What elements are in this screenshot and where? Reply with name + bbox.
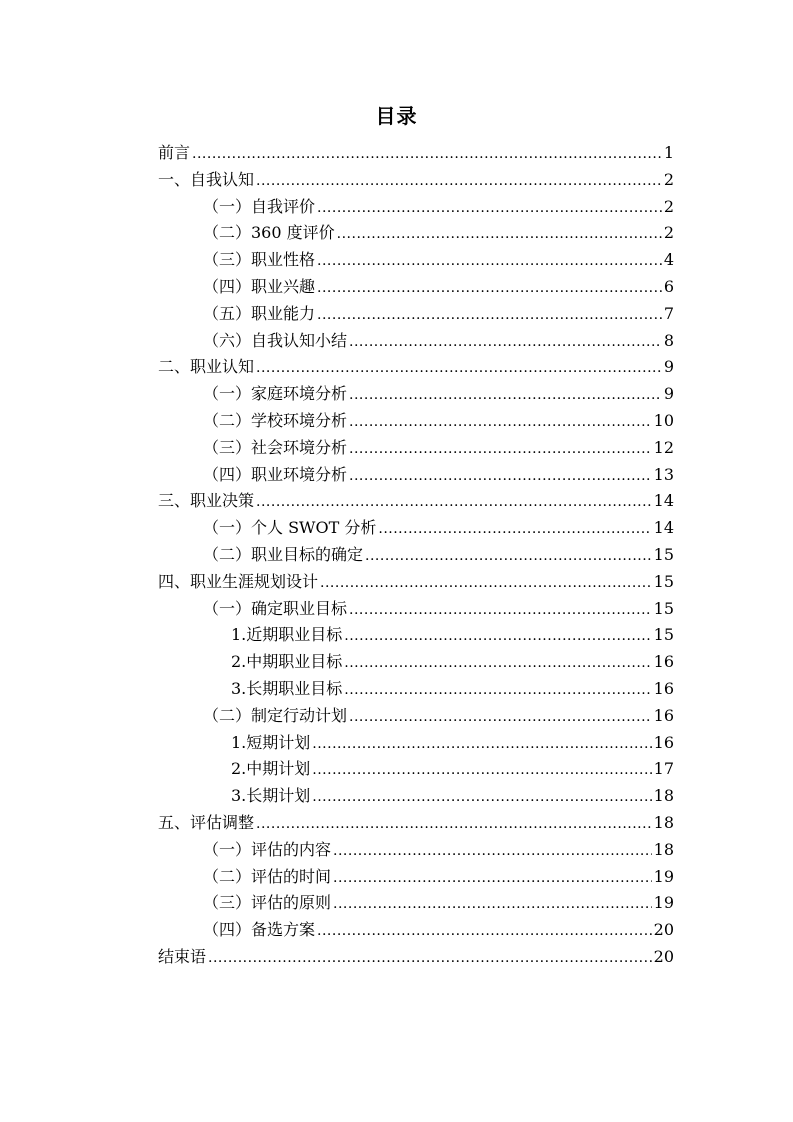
toc-entry-page-number: 6 xyxy=(663,276,674,296)
toc-entry-page-number: 16 xyxy=(653,652,674,672)
toc-entry[interactable] xyxy=(158,488,674,515)
toc-dot-leader xyxy=(208,945,652,972)
toc-entry[interactable] xyxy=(158,381,674,408)
toc-entry[interactable] xyxy=(158,462,674,489)
toc-entry-label: （一）个人 SWOT 分析 xyxy=(203,518,377,538)
toc-entry-label: （二）评估的时间 xyxy=(203,866,332,886)
toc-dot-leader xyxy=(317,275,662,302)
toc-entry-label: 结束语 xyxy=(158,946,207,966)
toc-entry[interactable] xyxy=(158,247,674,274)
toc-entry[interactable] xyxy=(158,435,674,462)
toc-entry-page-number: 18 xyxy=(653,839,674,859)
toc-entry-label: 1.近期职业目标 xyxy=(231,625,343,645)
toc-dot-leader xyxy=(317,918,652,945)
toc-dot-leader xyxy=(317,195,662,222)
toc-entry-label: （一）评估的内容 xyxy=(203,839,332,859)
toc-dot-leader xyxy=(344,623,651,650)
toc-dot-leader xyxy=(344,677,651,704)
toc-entry-page-number: 15 xyxy=(653,625,674,645)
toc-entry-page-number: 16 xyxy=(653,678,674,698)
toc-entry-page-number: 12 xyxy=(653,437,674,457)
toc-list xyxy=(158,140,674,971)
toc-entry-label: （四）备选方案 xyxy=(203,920,316,940)
toc-entry[interactable] xyxy=(158,354,674,381)
toc-dot-leader xyxy=(320,570,652,597)
toc-entry[interactable] xyxy=(158,783,674,810)
toc-entry-page-number: 18 xyxy=(653,812,674,832)
toc-entry[interactable] xyxy=(158,515,674,542)
toc-entry-page-number: 2 xyxy=(663,223,674,243)
toc-entry[interactable] xyxy=(158,676,674,703)
toc-entry-page-number: 9 xyxy=(663,357,674,377)
toc-entry-page-number: 19 xyxy=(653,866,674,886)
toc-entry-label: 五、评估调整 xyxy=(158,812,255,832)
toc-dot-leader xyxy=(349,704,652,731)
toc-entry-label: 三、职业决策 xyxy=(158,491,255,511)
toc-entry-page-number: 18 xyxy=(653,786,674,806)
toc-dot-leader xyxy=(344,650,651,677)
toc-entry[interactable] xyxy=(158,703,674,730)
toc-dot-leader xyxy=(349,436,652,463)
toc-entry[interactable] xyxy=(158,167,674,194)
toc-entry-page-number: 15 xyxy=(653,571,674,591)
toc-entry-page-number: 4 xyxy=(663,250,674,270)
toc-dot-leader xyxy=(333,891,652,918)
toc-entry[interactable] xyxy=(158,622,674,649)
toc-entry-label: （一）确定职业目标 xyxy=(203,598,348,618)
toc-entry-label: （二）职业目标的确定 xyxy=(203,544,364,564)
toc-entry[interactable] xyxy=(158,220,674,247)
toc-entry-page-number: 13 xyxy=(653,464,674,484)
toc-entry-page-number: 15 xyxy=(653,598,674,618)
toc-entry-page-number: 19 xyxy=(653,893,674,913)
toc-entry[interactable] xyxy=(158,864,674,891)
toc-entry-label: 3.长期职业目标 xyxy=(231,678,343,698)
toc-dot-leader xyxy=(312,784,651,811)
toc-dot-leader xyxy=(312,757,651,784)
toc-entry[interactable] xyxy=(158,408,674,435)
toc-entry-label: （四）职业兴趣 xyxy=(203,276,316,296)
toc-dot-leader xyxy=(333,838,652,865)
toc-entry[interactable] xyxy=(158,944,674,971)
toc-entry-label: 前言 xyxy=(158,143,191,162)
toc-dot-leader xyxy=(256,811,652,838)
toc-entry-page-number: 7 xyxy=(663,303,674,323)
toc-dot-leader xyxy=(349,382,662,409)
toc-entry[interactable] xyxy=(158,837,674,864)
toc-entry-label: 2.中期计划 xyxy=(231,759,311,779)
toc-entry[interactable] xyxy=(158,194,674,221)
toc-entry-page-number: 16 xyxy=(653,705,674,725)
toc-dot-leader xyxy=(333,865,652,892)
toc-entry[interactable] xyxy=(158,649,674,676)
toc-entry[interactable] xyxy=(158,756,674,783)
toc-entry-label: （二）360 度评价 xyxy=(203,223,335,243)
toc-dot-leader xyxy=(349,463,652,490)
toc-entry-label: 四、职业生涯规划设计 xyxy=(158,571,319,591)
toc-entry-label: 2.中期职业目标 xyxy=(231,652,343,672)
toc-entry-page-number: 20 xyxy=(653,946,674,966)
toc-dot-leader xyxy=(365,543,652,570)
toc-entry-page-number: 8 xyxy=(663,330,674,350)
toc-entry-label: 一、自我认知 xyxy=(158,169,255,189)
toc-entry-label: （三）评估的原则 xyxy=(203,893,332,913)
toc-entry-page-number: 10 xyxy=(653,410,674,430)
toc-entry-page-number: 1 xyxy=(663,143,674,162)
toc-entry[interactable] xyxy=(158,596,674,623)
toc-entry-label: （一）自我评价 xyxy=(203,196,316,216)
toc-entry[interactable] xyxy=(158,810,674,837)
toc-entry-page-number: 17 xyxy=(653,759,674,779)
toc-entry-page-number: 2 xyxy=(663,169,674,189)
toc-entry-label: 二、职业认知 xyxy=(158,357,255,377)
toc-entry[interactable] xyxy=(158,569,674,596)
toc-entry-label: （一）家庭环境分析 xyxy=(203,384,348,404)
toc-entry-label: （二）学校环境分析 xyxy=(203,410,348,430)
toc-entry[interactable] xyxy=(158,890,674,917)
toc-entry-label: （二）制定行动计划 xyxy=(203,705,348,725)
toc-title: 目录 xyxy=(375,104,418,128)
toc-entry[interactable] xyxy=(158,730,674,757)
toc-dot-leader xyxy=(349,409,652,436)
toc-entry[interactable] xyxy=(158,328,674,355)
toc-dot-leader xyxy=(337,221,662,248)
toc-entry-page-number: 20 xyxy=(653,920,674,940)
toc-entry-label: （三）职业性格 xyxy=(203,250,316,270)
toc-entry[interactable] xyxy=(158,917,674,944)
toc-entry-page-number: 15 xyxy=(653,544,674,564)
toc-dot-leader xyxy=(312,731,651,758)
toc-dot-leader xyxy=(256,489,652,516)
toc-entry-page-number: 14 xyxy=(653,518,674,538)
toc-entry-page-number: 14 xyxy=(653,491,674,511)
toc-dot-leader xyxy=(349,597,652,624)
toc-entry-label: 1.短期计划 xyxy=(231,732,311,752)
toc-dot-leader xyxy=(256,168,662,195)
toc-dot-leader xyxy=(317,248,662,275)
toc-dot-leader xyxy=(349,329,662,356)
toc-entry[interactable] xyxy=(158,140,674,167)
toc-entry-page-number: 9 xyxy=(663,384,674,404)
toc-entry-label: （三）社会环境分析 xyxy=(203,437,348,457)
toc-entry[interactable] xyxy=(158,542,674,569)
toc-entry-page-number: 16 xyxy=(653,732,674,752)
toc-dot-leader xyxy=(378,516,651,543)
toc-entry-label: （四）职业环境分析 xyxy=(203,464,348,484)
toc-entry-label: 3.长期计划 xyxy=(231,786,311,806)
toc-entry-page-number: 2 xyxy=(663,196,674,216)
toc-dot-leader xyxy=(317,302,662,329)
toc-entry-label: （六）自我认知小结 xyxy=(203,330,348,350)
toc-entry-label: （五）职业能力 xyxy=(203,303,316,323)
toc-entry[interactable] xyxy=(158,274,674,301)
toc-dot-leader xyxy=(256,355,662,382)
toc-entry[interactable] xyxy=(158,301,674,328)
toc-dot-leader xyxy=(192,141,662,168)
